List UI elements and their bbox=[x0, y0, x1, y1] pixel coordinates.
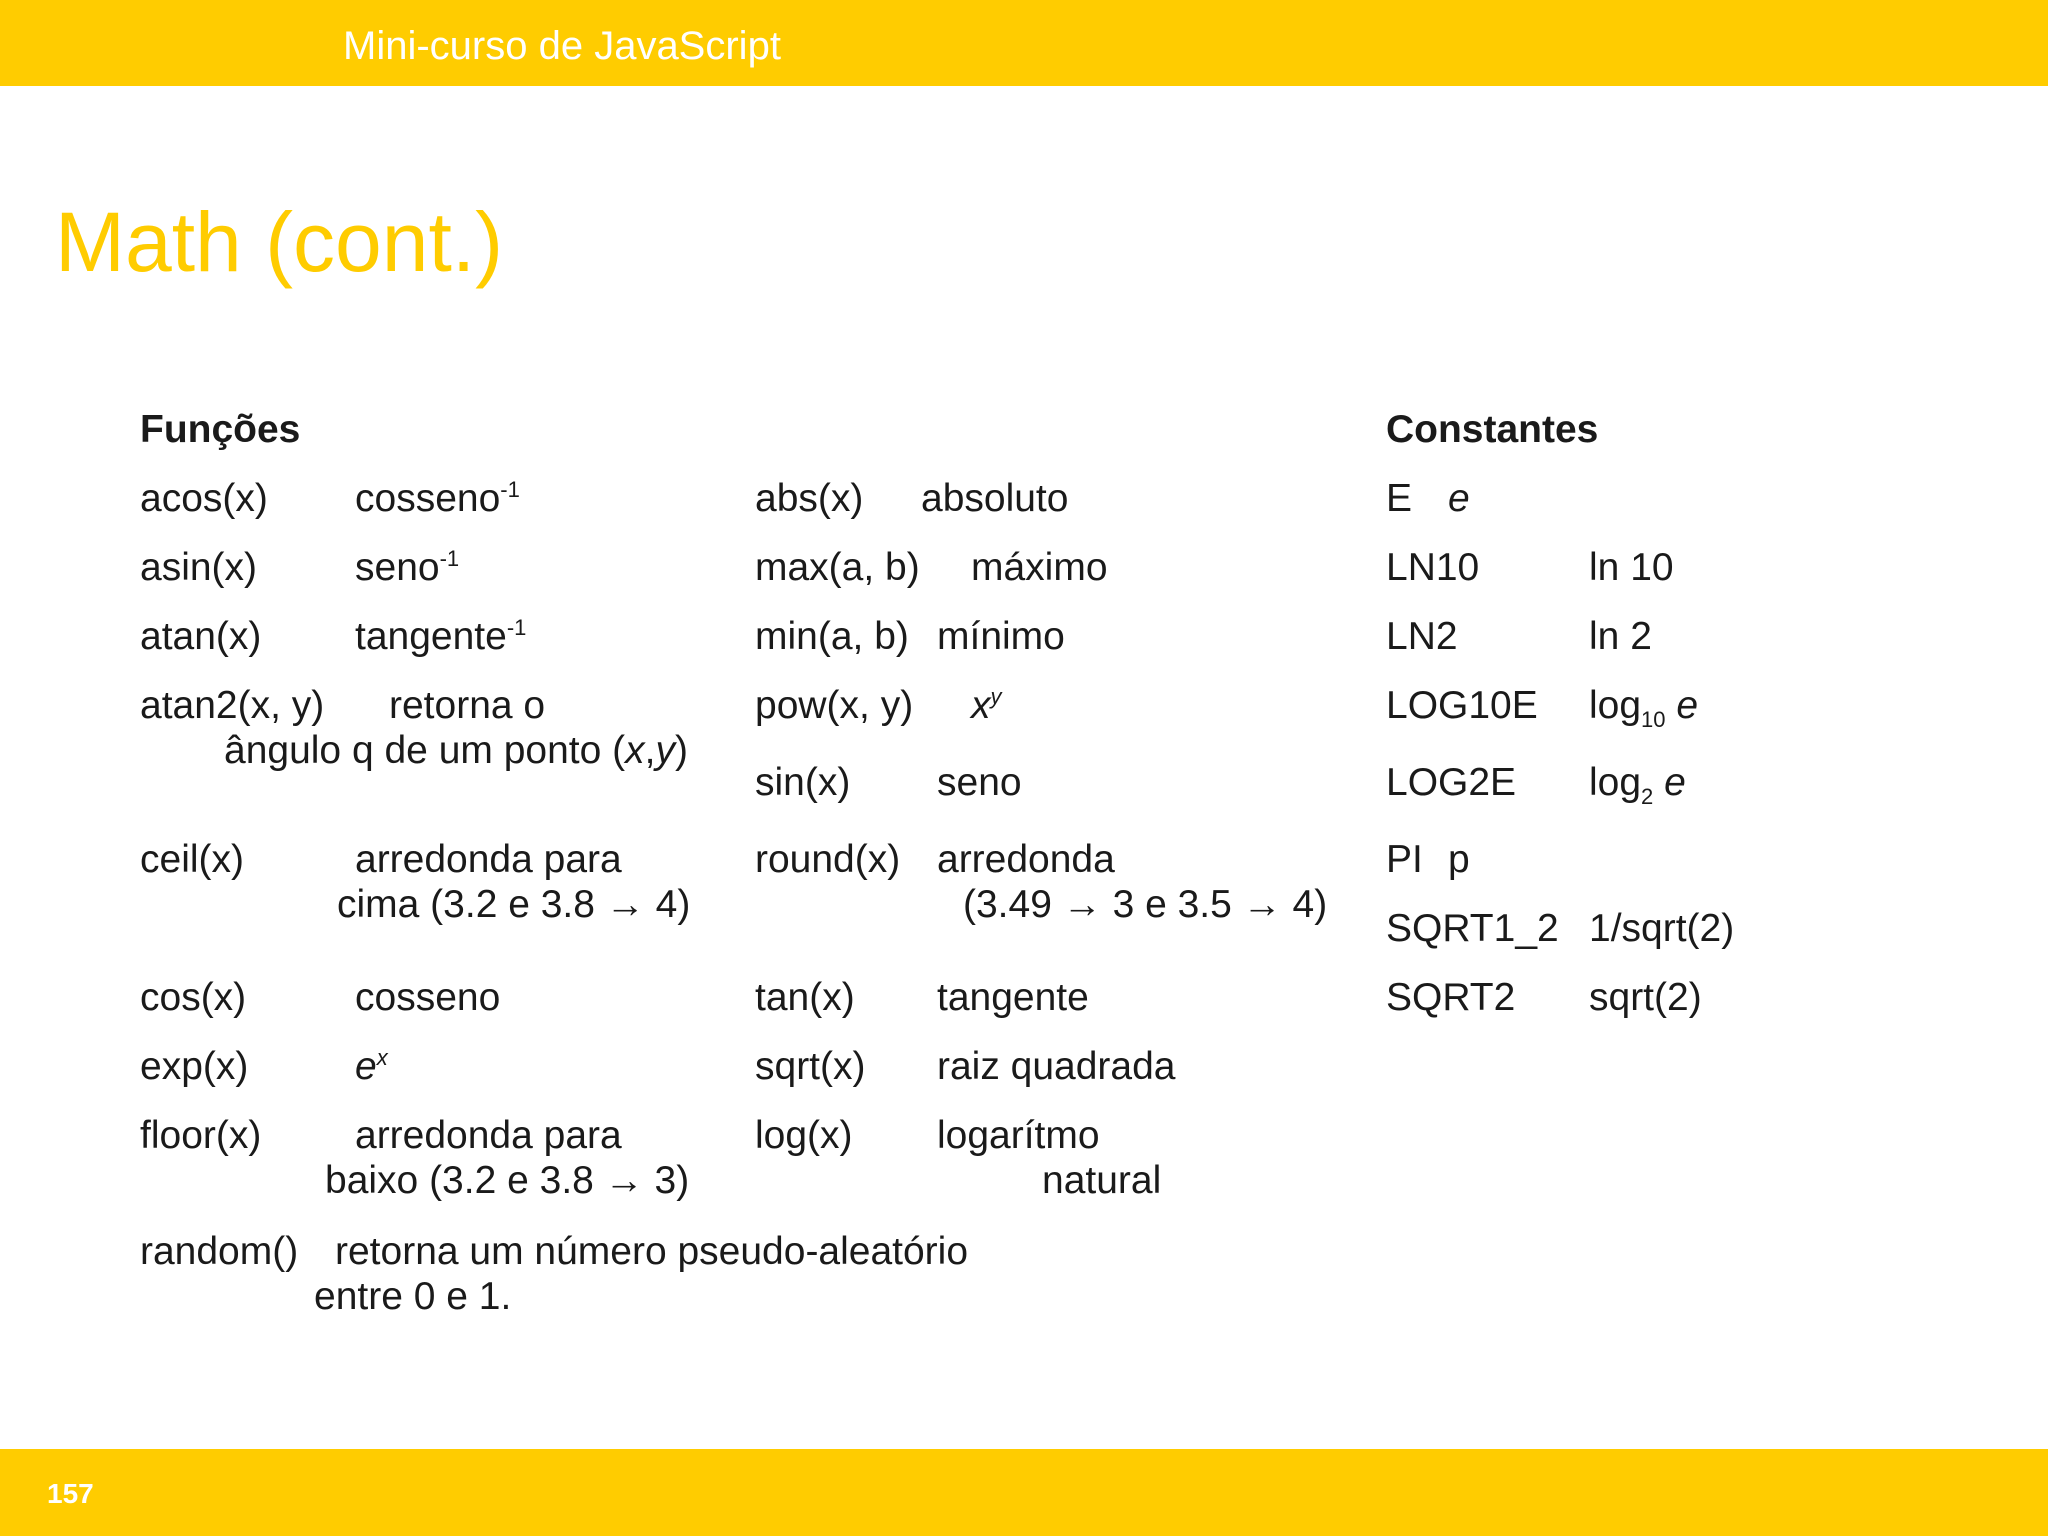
const-ln2-name: LN2 bbox=[1386, 615, 1458, 658]
func-sin-name: sin(x) bbox=[755, 761, 851, 804]
func-abs-name: abs(x) bbox=[755, 477, 864, 520]
func-round-desc-line1: arredonda bbox=[937, 838, 1115, 881]
func-atan2-name: atan2(x, y) bbox=[140, 684, 325, 727]
func-ceil-name: ceil(x) bbox=[140, 838, 244, 881]
func-sqrt-name: sqrt(x) bbox=[755, 1045, 866, 1088]
footer-bar bbox=[0, 1449, 2048, 1536]
func-asin-desc: seno$^{-1}$ bbox=[355, 546, 460, 589]
func-min-desc: mínimo bbox=[937, 615, 1065, 658]
func-atan2-desc-line2: ângulo q de um ponto (x,y) bbox=[224, 729, 688, 772]
const-sqrt1_2-name: SQRT1_2 bbox=[1386, 907, 1559, 950]
func-floor-desc-line1: arredonda para bbox=[355, 1114, 622, 1157]
const-sqrt2-value: sqrt(2) bbox=[1589, 976, 1702, 1019]
const-pi-value: p bbox=[1448, 838, 1470, 881]
func-exp-desc: $e^x$ bbox=[355, 1045, 388, 1088]
func-atan-name: atan(x) bbox=[140, 615, 262, 658]
const-pi-name: PI bbox=[1386, 838, 1423, 881]
func-tan-desc: tangente bbox=[937, 976, 1089, 1019]
const-ln10-value: ln 10 bbox=[1589, 546, 1674, 589]
func-cos-desc: cosseno bbox=[355, 976, 501, 1019]
func-floor-name: floor(x) bbox=[140, 1114, 262, 1157]
const-log10e-name: LOG10E bbox=[1386, 684, 1538, 727]
func-cos-name: cos(x) bbox=[140, 976, 247, 1019]
func-tan-name: tan(x) bbox=[755, 976, 855, 1019]
func-asin-name: asin(x) bbox=[140, 546, 258, 589]
func-random-desc-line2: entre 0 e 1. bbox=[314, 1275, 512, 1318]
page-number: 157 bbox=[47, 1478, 94, 1509]
const-log2e-name: LOG2E bbox=[1386, 761, 1517, 804]
constants-heading: Constantes bbox=[1386, 408, 1599, 451]
const-ln2-value: ln 2 bbox=[1589, 615, 1652, 658]
const-e-name: E bbox=[1386, 477, 1413, 520]
slide-title: Math (cont.) bbox=[55, 195, 504, 289]
func-exp-name: exp(x) bbox=[140, 1045, 249, 1088]
func-max-name: max(a, b) bbox=[755, 546, 920, 589]
course-title: Mini-curso de JavaScript bbox=[343, 24, 781, 68]
func-floor-desc-line2: baixo (3.2 e 3.8 → 3) bbox=[325, 1159, 690, 1202]
func-random-desc-line1: retorna um número pseudo-aleatório bbox=[335, 1230, 969, 1273]
func-acos-name: acos(x) bbox=[140, 477, 268, 520]
func-round-desc-line2: (3.49 → 3 e 3.5 → 4) bbox=[963, 883, 1328, 926]
func-pow-desc: $x^y$ bbox=[971, 684, 1002, 727]
func-atan2-desc-line1: retorna o bbox=[389, 684, 546, 727]
const-log2e-value: $\log_2 e$ bbox=[1589, 761, 1686, 809]
const-sqrt2-name: SQRT2 bbox=[1386, 976, 1516, 1019]
const-ln10-name: LN10 bbox=[1386, 546, 1480, 589]
func-log-desc-line2: natural bbox=[1042, 1159, 1162, 1202]
func-min-name: min(a, b) bbox=[755, 615, 909, 658]
func-log-name: log(x) bbox=[755, 1114, 853, 1157]
const-log10e-value: $\log_{10} e$ bbox=[1589, 684, 1699, 732]
func-random-name: random() bbox=[140, 1230, 299, 1273]
func-acos-desc: cosseno$^{-1}$ bbox=[355, 477, 520, 520]
func-sqrt-desc: raiz quadrada bbox=[937, 1045, 1176, 1088]
func-abs-desc: absoluto bbox=[921, 477, 1069, 520]
func-round-name: round(x) bbox=[755, 838, 901, 881]
const-sqrt1_2-value: 1/sqrt(2) bbox=[1589, 907, 1735, 950]
func-atan-desc: tangente$^{-1}$ bbox=[355, 615, 527, 658]
func-ceil-desc-line1: arredonda para bbox=[355, 838, 622, 881]
header-bar bbox=[0, 0, 2048, 86]
func-ceil-desc-line2: cima (3.2 e 3.8 → 4) bbox=[337, 883, 691, 926]
functions-heading: Funções bbox=[140, 408, 301, 451]
func-log-desc-line1: logarítmo bbox=[937, 1114, 1100, 1157]
func-sin-desc: seno bbox=[937, 761, 1022, 804]
func-max-desc: máximo bbox=[971, 546, 1108, 589]
const-e-value: e bbox=[1448, 477, 1470, 520]
func-pow-name: pow(x, y) bbox=[755, 684, 914, 727]
